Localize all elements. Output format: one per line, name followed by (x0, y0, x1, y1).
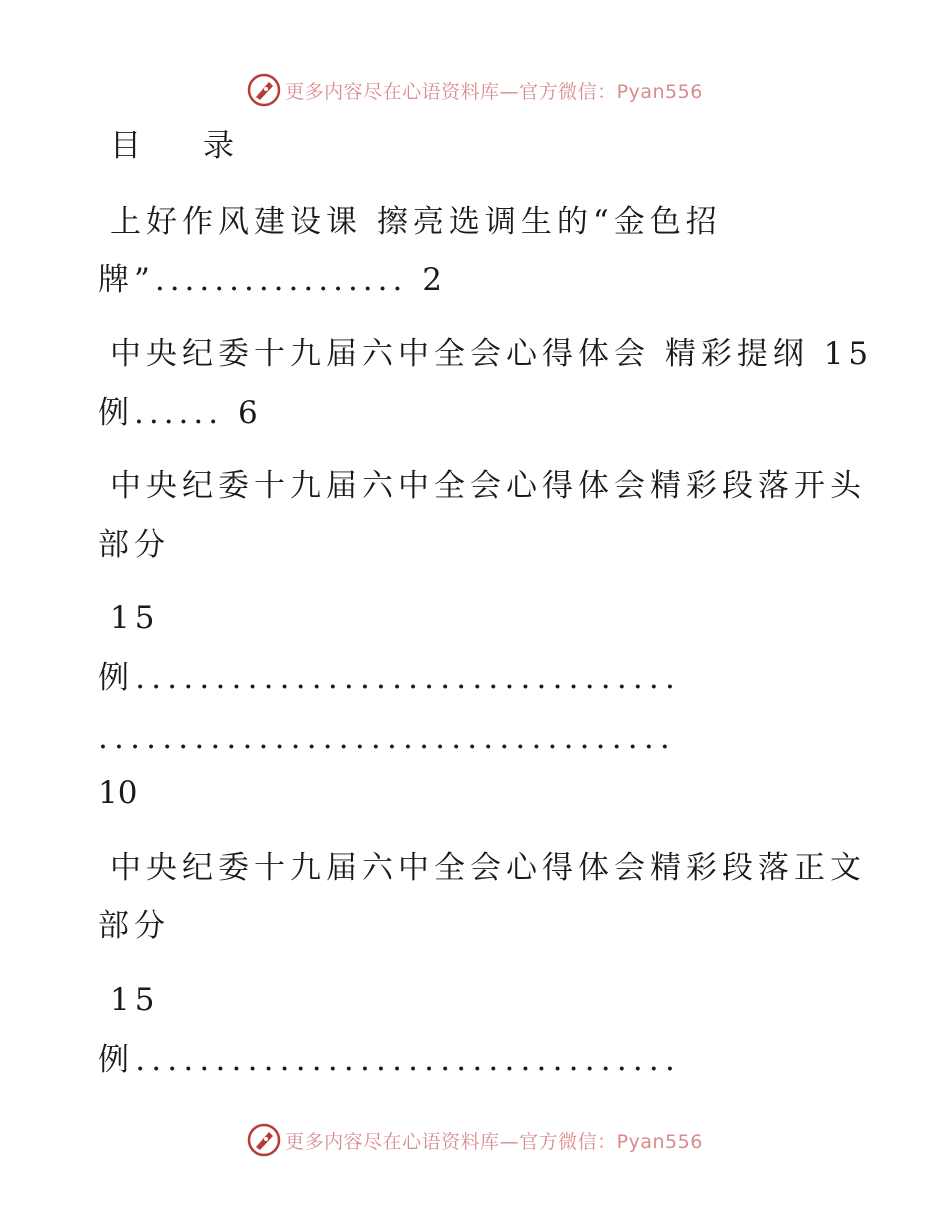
pen-nib-logo-icon (247, 73, 281, 107)
toc-entry-3-line-4[interactable]: 例.................................. (98, 660, 682, 696)
toc-entry-3-page[interactable]: 10 (98, 775, 138, 811)
toc-entry-3-line-5[interactable]: .................................... (98, 720, 676, 756)
toc-entry-1-line-1[interactable]: 上好作风建设课 擦亮选调生的“金色招 (110, 204, 722, 240)
toc-entry-4-line-2[interactable]: 部分 (98, 908, 170, 944)
pen-nib-logo-icon (247, 1123, 281, 1157)
toc-entry-4-line-1[interactable]: 中央纪委十九届六中全会心得体会精彩段落正文 (110, 850, 866, 886)
toc-entry-4-line-4[interactable]: 例.................................. (98, 1042, 682, 1078)
header-banner (0, 68, 950, 112)
toc-entry-2-line-2[interactable]: 例...... 6 (98, 395, 263, 431)
toc-entry-3-line-3[interactable]: 15 (110, 600, 160, 636)
toc-entry-4-line-3[interactable]: 15 (110, 982, 160, 1018)
banner-text: 更多内容尽在心语资料库—官方微信：Pyan556 (285, 1130, 703, 1153)
footer-banner (0, 1118, 950, 1162)
toc-entry-2-line-1[interactable]: 中央纪委十九届六中全会心得体会 精彩提纲 15 (110, 336, 874, 372)
toc-title: 目 录 (110, 128, 234, 164)
toc-entry-1-line-2[interactable]: 牌”................. 2 (98, 262, 447, 298)
toc-entry-3-line-2[interactable]: 部分 (98, 527, 170, 563)
banner-text: 更多内容尽在心语资料库—官方微信：Pyan556 (285, 80, 703, 103)
toc-entry-3-line-1[interactable]: 中央纪委十九届六中全会心得体会精彩段落开头 (110, 468, 866, 504)
